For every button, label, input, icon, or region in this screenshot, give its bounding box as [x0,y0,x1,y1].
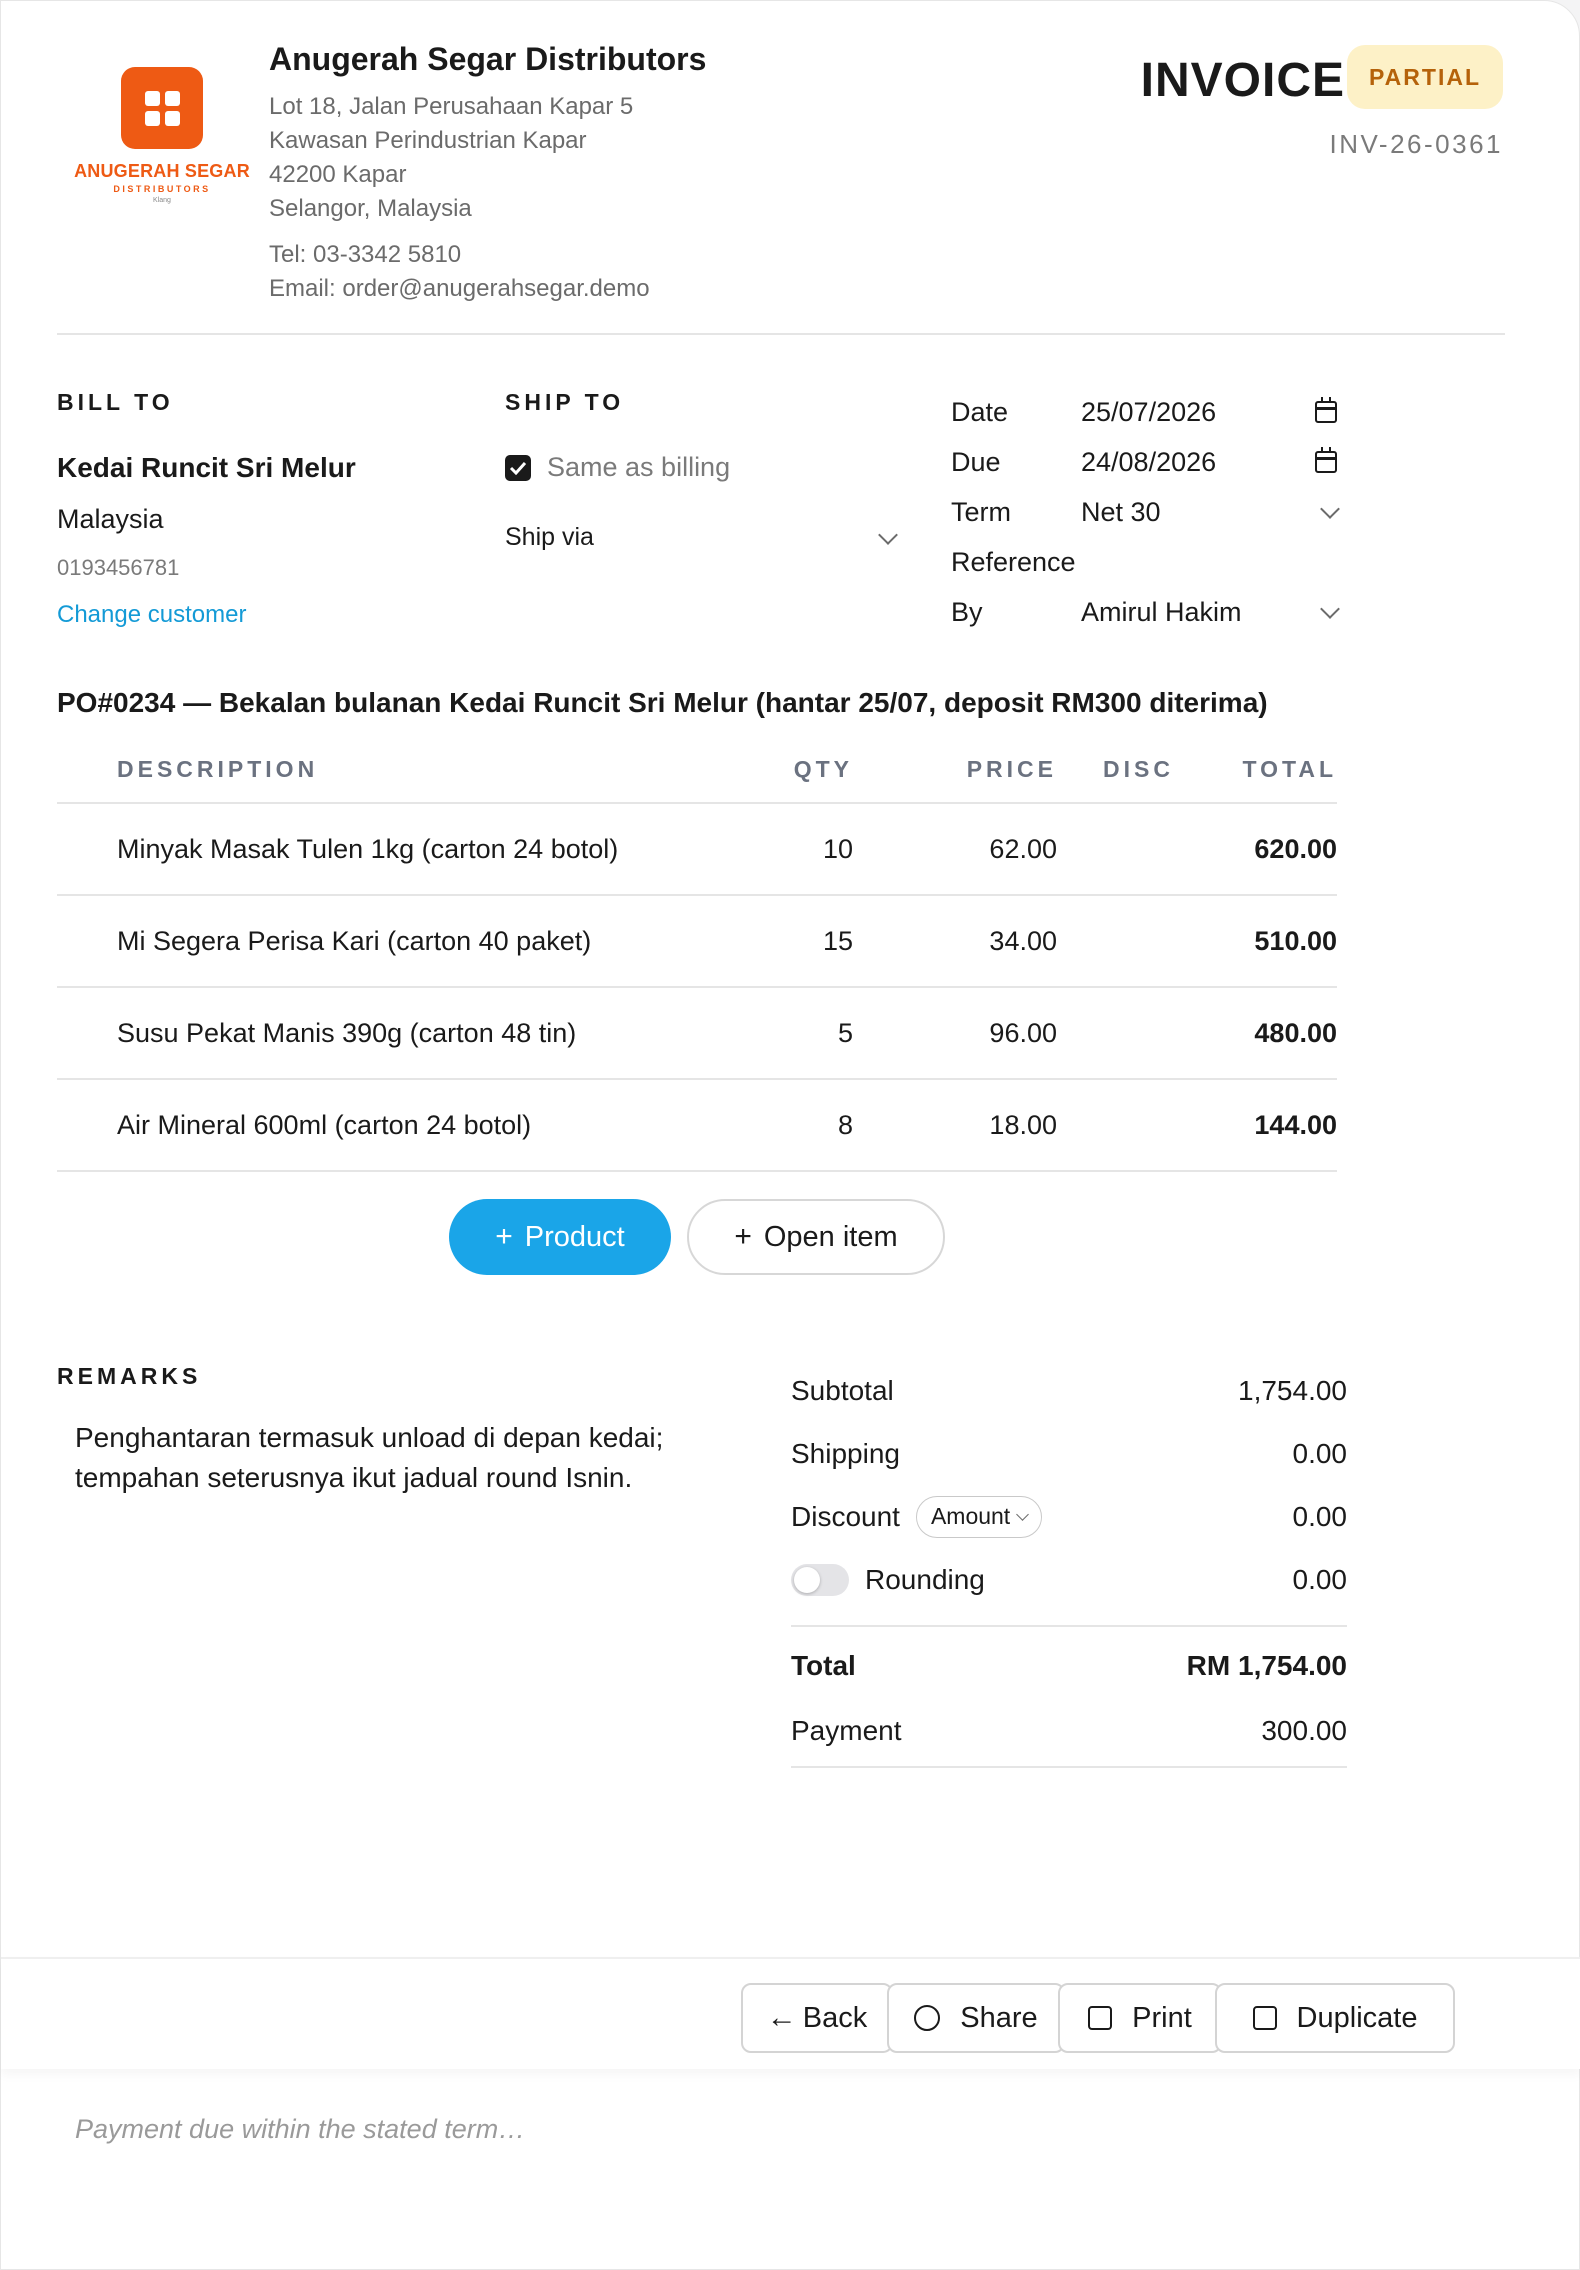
remarks-text[interactable]: Penghantaran termasuk unload di depan kedai; tempahan seterusnya ikut jadual round Isnin. [75,1422,664,1493]
item-qty[interactable]: 15 [707,895,857,987]
footer-note[interactable]: Payment due within the stated term… [75,2114,526,2144]
col-qty: QTY [707,737,857,803]
salesperson-select[interactable]: Amirul Hakim [1081,596,1242,627]
discount-value[interactable]: 0.00 [1292,1500,1347,1532]
due-date-field[interactable]: 24/08/2026 [1081,446,1217,477]
date-field[interactable]: 25/07/2026 [1081,396,1217,427]
item-description[interactable]: Air Mineral 600ml (carton 24 botol) [57,1079,707,1171]
po-title[interactable]: PO#0234 — Bekalan bulanan Kedai Runcit Sri Melur (hantar 25/07, deposit RM300 diterima) [57,687,1268,718]
subtotal-value: 1,754.00 [1238,1374,1347,1406]
bill-to-label: BILL TO [57,389,174,415]
chevron-down-icon[interactable] [1320,599,1340,619]
same-as-billing-label: Same as billing [547,452,731,482]
item-qty[interactable]: 5 [707,987,857,1079]
total-row [791,1633,1347,1699]
address-line: Selangor, Malaysia [269,195,472,222]
company-info [269,41,706,306]
share-button[interactable] [887,1983,1065,2053]
company-logo [67,67,257,204]
item-description[interactable]: Minyak Masak Tulen 1kg (carton 24 botol) [57,803,707,895]
item-total: 620.00 [1187,803,1337,895]
discount-mode-value: Amount [930,1503,1011,1529]
item-price[interactable]: 34.00 [857,895,1057,987]
address-line: Kawasan Perindustrian Kapar [269,127,587,154]
address-line: Lot 18, Jalan Perusahaan Kapar 5 [269,93,634,120]
duplicate-label: Duplicate [1296,2001,1418,2034]
add-product-label: Product [524,1220,625,1253]
ship-to-label: SHIP TO [505,389,625,415]
print-icon [1088,2006,1112,2030]
calendar-icon[interactable] [1315,401,1337,423]
totals-section [791,1359,1347,1768]
total-value: RM 1,754.00 [1186,1650,1347,1681]
shipping-row [791,1422,1347,1485]
same-as-billing-checkbox[interactable] [505,452,895,483]
date-label: Date [951,396,1009,427]
grid-icon [145,91,180,126]
date-row [951,387,1337,437]
col-total: TOTAL [1187,737,1337,803]
back-button[interactable] [741,1983,893,2053]
item-disc[interactable] [1057,803,1187,895]
plus-icon: + [495,1220,513,1253]
due-label: Due [951,446,1001,477]
payment-value: 300.00 [1261,1714,1347,1746]
table-row[interactable] [57,803,1337,895]
reference-row [951,537,1337,587]
by-label: By [951,596,983,627]
rounding-value: 0.00 [1292,1563,1347,1595]
shipping-value[interactable]: 0.00 [1292,1437,1347,1469]
invoice-number: INV-26-0361 [1329,129,1503,159]
discount-mode-select[interactable] [916,1496,1042,1538]
table-row[interactable] [57,895,1337,987]
address-line: 42200 Kapar [269,161,407,188]
customer-phone: 0193456781 [57,555,180,580]
col-price: PRICE [857,737,1057,803]
table-header-row [57,737,1337,803]
print-label: Print [1132,2001,1192,2034]
item-total: 480.00 [1187,987,1337,1079]
item-disc[interactable] [1057,1079,1187,1171]
document-title: INVOICE [1140,54,1345,107]
logo-name: ANUGERAH SEGAR [74,161,250,181]
add-open-item-button[interactable] [687,1199,945,1275]
share-label: Share [960,2001,1038,2034]
by-row [951,587,1337,637]
duplicate-button[interactable] [1215,1983,1455,2053]
print-button[interactable] [1058,1983,1222,2053]
invoice-meta [951,387,1337,637]
chevron-down-icon [1016,1508,1029,1521]
discount-row [791,1485,1347,1548]
action-bar [1,1957,1580,2069]
table-row[interactable] [57,1079,1337,1171]
term-select[interactable]: Net 30 [1081,496,1161,527]
calendar-icon[interactable] [1315,451,1337,473]
checkmark-icon[interactable] [505,455,531,481]
status-badge: PARTIAL [1347,45,1503,109]
arrow-left-icon: ← [766,2001,797,2034]
company-email: Email: order@anugerahsegar.demo [269,275,650,302]
remarks-label: REMARKS [57,1363,202,1389]
duplicate-icon [1253,2006,1277,2030]
item-total: 144.00 [1187,1079,1337,1171]
item-disc[interactable] [1057,895,1187,987]
shipping-label: Shipping [791,1437,900,1469]
add-open-item-label: Open item [763,1220,898,1253]
subtotal-row [791,1359,1347,1422]
remarks-section [57,1363,697,1498]
rounding-row [791,1548,1347,1611]
item-price[interactable]: 62.00 [857,803,1057,895]
chevron-down-icon [878,525,898,545]
back-label: Back [802,2001,868,2034]
add-product-button[interactable] [449,1199,671,1275]
item-description[interactable]: Susu Pekat Manis 390g (carton 48 tin) [57,987,707,1079]
item-price[interactable]: 18.00 [857,1079,1057,1171]
plus-icon: + [734,1220,752,1253]
ship-via-select[interactable] [505,523,895,552]
item-qty[interactable]: 8 [707,1079,857,1171]
customer-country: Malaysia [57,504,164,534]
rounding-label: Rounding [865,1563,985,1595]
line-items-table [57,737,1337,1172]
logo-mark [121,67,203,149]
logo-city: Klang [153,197,171,204]
ship-via-label: Ship via [505,523,594,551]
item-qty[interactable]: 10 [707,803,857,895]
term-label: Term [951,496,1011,527]
header-divider [57,333,1505,335]
ship-to-section [505,389,895,552]
payment-label: Payment [791,1714,902,1746]
bill-to-section [57,389,477,629]
col-description: DESCRIPTION [57,737,707,803]
company-tel: Tel: 03-3342 5810 [269,241,462,268]
item-total: 510.00 [1187,895,1337,987]
reference-label: Reference [951,546,1076,577]
company-name: Anugerah Segar Distributors [269,41,707,77]
totals-bottom-divider [791,1766,1347,1768]
chevron-down-icon[interactable] [1320,499,1340,519]
term-row [951,487,1337,537]
discount-label: Discount [791,1500,900,1532]
subtotal-label: Subtotal [791,1374,894,1406]
due-row [951,437,1337,487]
item-description[interactable]: Mi Segera Perisa Kari (carton 40 paket) [57,895,707,987]
table-row[interactable] [57,987,1337,1079]
item-disc[interactable] [1057,987,1187,1079]
col-disc: DISC [1057,737,1187,803]
total-label: Total [791,1650,856,1681]
totals-divider [791,1625,1347,1627]
payment-row [791,1699,1347,1762]
customer-name: Kedai Runcit Sri Melur [57,452,356,483]
item-price[interactable]: 96.00 [857,987,1057,1079]
share-icon [914,2005,940,2031]
rounding-toggle[interactable] [791,1564,849,1596]
change-customer-link[interactable]: Change customer [57,601,247,628]
logo-subtitle: DISTRIBUTORS [113,184,211,194]
